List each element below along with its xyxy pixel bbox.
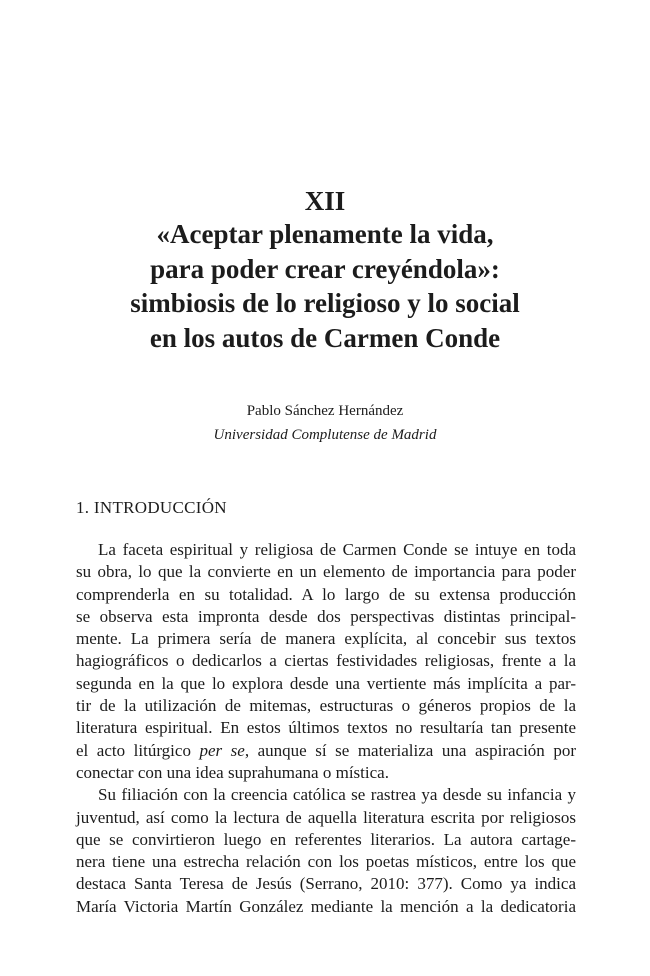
chapter-heading xyxy=(60,186,590,355)
author-affiliation: Universidad Complutense de Madrid xyxy=(213,427,437,443)
author-block xyxy=(60,399,590,447)
text-line: juventud, así como la lectura de aquella literatura escrita por religiosos xyxy=(76,807,576,827)
text-line: destaca Santa Teresa de Jesús (Serrano, 2010: 377). Como ya indica xyxy=(76,874,576,894)
italic-term: per se xyxy=(199,740,245,760)
paragraph xyxy=(76,784,576,918)
text-line: hagiográficos o dedicarlos a ciertas festividades religiosas, frente a la xyxy=(76,651,576,671)
text-line: segunda en la que lo explora desde una vertiente más implícita a par- xyxy=(76,673,576,693)
author-name: Pablo Sánchez Hernández xyxy=(246,403,404,419)
text-line: que se convirtieron luego en referentes literarios. La autora cartage- xyxy=(76,829,576,849)
text-line: La faceta espiritual y religiosa de Carmen Conde se intuye en toda xyxy=(98,540,576,559)
chapter-title-line: para poder crear creyéndola»: xyxy=(150,253,500,284)
chapter-title xyxy=(60,217,590,355)
section-heading: 1. INTRODUCCIÓN xyxy=(76,498,227,517)
text-line: literatura espiritual. En estos últimos textos no resultaría tan presente xyxy=(76,718,576,738)
text-line: comprenderla en su totalidad. A lo largo de su extensa producción xyxy=(76,584,576,604)
text-line xyxy=(76,740,576,762)
text-line: su obra, lo que la convierte en un elemento de importancia para poder xyxy=(76,562,576,582)
text-line: se observa esta impronta desde dos perspectivas distintas principal- xyxy=(76,606,576,626)
text-segment: el acto litúrgico xyxy=(76,740,200,760)
text-line: nera tiene una estrecha relación con los poetas místicos, entre los que xyxy=(76,852,576,872)
text-line: tir de la utilización de mitemas, estructuras o géneros propios de la xyxy=(76,696,576,716)
body-text xyxy=(76,539,576,918)
text-line: María Victoria Martín González mediante la mención a la dedicatoria xyxy=(76,896,576,916)
text-line: mente. La primera sería de manera explícita, al concebir sus textos xyxy=(76,629,576,649)
text-line: conectar con una idea suprahumana o mística. xyxy=(76,762,389,782)
chapter-title-line: simbiosis de lo religioso y lo social xyxy=(130,288,520,318)
chapter-number: XII xyxy=(304,186,346,216)
text-line: Su filiación con la creencia católica se rastrea ya desde su infancia y xyxy=(98,785,576,805)
text-segment: , aunque sí se materializa una aspiración por xyxy=(244,740,576,760)
chapter-title-line: «Aceptar plenamente la vida, xyxy=(156,219,494,249)
chapter-title-line: en los autos de Carmen Conde xyxy=(149,322,501,353)
paragraph xyxy=(76,539,576,784)
